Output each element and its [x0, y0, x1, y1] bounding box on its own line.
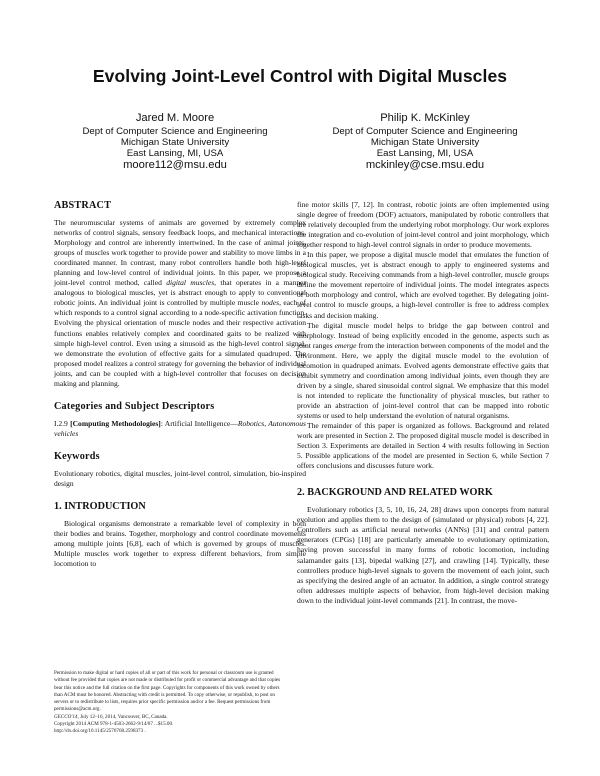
abstract-text: The neuromuscular systems of animals are governed by extremely complex networks of control signals, sensory feedback loops, and mechanical interactions. Morphology and control are inherently intertwined. In the case of animal joints, groups of muscles work together to provide power and stability to move limbs in a coordinated manner. In contrast, many robot controllers handle both high-level planning and low-level control of individual joints. In this paper, we propose a joint-level control method, called digital muscles, that operates in a manner analogous to biological muscles, yet is abstract enough to apply to conventional robotic joints. An individual joint is controlled by multiple muscle nodes, each of which responds to a control signal according to a node-specific activation function. Evolving the physical orientation of muscle nodes and their respective activation functions enables relatively complex and coordinated gaits to be realized with simple high-level control. Even using a sinusoid as the high-level control signal, we demonstrate the evolution of effective gaits for a simulated quadruped. The proposed model realizes a control strategy for governing the behavior of individual joints, and can be coupled with a high-level controller that focuses on decision making and planning. — [54, 218, 306, 388]
categories-heading: Categories and Subject Descriptors — [54, 400, 215, 412]
copyright-line: Copyright 2014 ACM 978-1-4503-2662-9/14/07 ...$15.00. — [54, 721, 174, 728]
author-university: Michigan State University — [120, 137, 230, 148]
author-block-1 — [35, 112, 315, 172]
intro-paragraph-3: The digital muscle model helps to bridge the gap between control and morphology. Instead of being explicitly encoded in the genome, aspects such as joint ranges emerge from the interaction between components of the model and the environment. Here, we apply the digital muscle model to the evolution of locomotion in quadruped animats. Evolved agents demonstrate effective gaits that exhibit symmetry and coordination among individual joints, even though they are driven by a single, shared sinusoidal control signal. We emphasize that this model is not intended to replicate the functionality of physical muscles, but rather to provide an abstraction of joint-level control that can be mapped into robotic systems or used to help understand the evolution of natural organisms. — [297, 320, 549, 420]
intro-paragraph-4: The remainder of this paper is organized as follows. Background and related work are presented in Section 2. The proposed digital muscle model is described in Section 3. Experiments are detailed in Section 4 with results following in Section 5. Possible applications of the model are presented in Section 6, while Section 7 offers conclusions and discusses future work. — [297, 421, 549, 471]
categories-text: I.2.9 [Computing Methodologies]: Artificial Intelligence—Robotics, Autonomous vehicles — [54, 418, 306, 438]
paper-title: Evolving Joint-Level Control with Digital Muscles — [92, 66, 508, 86]
conference-line: GECCO'14, July 12–16, 2014, Vancouver, BC, Canada. — [54, 713, 168, 720]
author-dept: Dept of Computer Science and Engineering — [82, 126, 268, 137]
keywords-text: Evolutionary robotics, digital muscles, joint-level control, simulation, bio-inspired design — [54, 468, 306, 488]
permission-text: Permission to make digital or hard copies of all or part of this work for personal or classroom use is granted without fee provided that copies are not made or distributed for profit or commercial advantage and that copies bear this notice and the full citation on the first page. Copyrights for components of this work owned by others than ACM must be honored. Abstracting with credit is permitted. To copy otherwise, or republish, to post on servers or to redistribute to lists, requires prior specific permission and/or a fee. Request permissions from permissions@acm.org. — [54, 670, 281, 713]
author-university: Michigan State University — [370, 137, 480, 148]
section2-paragraph: Evolutionary robotics [3, 5, 10, 16, 24, 28] draws upon concepts from natural evolution and applies them to the design of (simulated or physical) robots [4, 22]. Controllers such as artificial neural networks (ANNs) [31] and central pattern generators (CPGs) [18] are particularly amenable to evolutionary optimization, having proven successful in many forms of robotic locomotion, including salamander gaits [13], bipedal walking [27], and crawling [14]. Typically, these controllers produce high-level signals to govern the movement of each joint, such as specifying the desired angle of an actuator. In addition, a single control strategy often addresses multiple aspects of behavior, from high-level decision making down to the individual joint-level commands [21]. In contrast, the move- — [297, 505, 549, 605]
abstract-heading: ABSTRACT — [54, 200, 112, 211]
right-column — [297, 200, 549, 606]
intro-paragraph: Biological organisms demonstrate a remarkable level of complexity in both their bodies and brains. Together, morphology and control coordinate movements among multiple joints [6,8], each of which is governed by groups of muscles. Multiple muscles work together to express different behaviors, from simple locomotion to — [54, 518, 306, 569]
author-email: mckinley@cse.msu.edu — [365, 159, 485, 171]
left-column — [54, 200, 306, 569]
author-location: East Lansing, MI, USA — [126, 148, 224, 159]
keywords-heading: Keywords — [54, 450, 100, 462]
intro-continued: fine motor skills [7, 12]. In contrast, robotic joints are often implemented using single degree of freedom (DOF) actuators, manipulated by robotic controllers that are relatively decoupled from the underlying robot morphology. Our work explores the integration and co-evolution of joint-level control and joint morphology, which together respond to high-level control signals in order to produce movements. — [297, 200, 549, 250]
section2-heading: 2. BACKGROUND AND RELATED WORK — [297, 487, 493, 499]
author-name: Jared M. Moore — [135, 112, 215, 124]
doi-line: http://dx.doi.org/10.1145/2576768.2598373 . — [54, 728, 146, 735]
author-dept: Dept of Computer Science and Engineering — [332, 126, 518, 137]
permission-block — [54, 670, 284, 736]
author-block-2 — [285, 112, 565, 172]
author-email: moore112@msu.edu — [123, 159, 227, 171]
intro-paragraph-2: In this paper, we propose a digital muscle model that emulates the function of biological muscles, yet is abstract enough to apply to engineered systems and biological study. Receiving commands from a high-level controller, muscle groups define the movement repertoire of individual joints. The model integrates aspects of both morphology and control, which are evolved together. By delegating joint-level control to muscle groups, a high-level controller is free to address complex tasks and decision making. — [297, 250, 549, 320]
author-name: Philip K. McKinley — [380, 112, 470, 124]
intro-heading: 1. INTRODUCTION — [54, 500, 146, 512]
author-location: East Lansing, MI, USA — [376, 148, 474, 159]
